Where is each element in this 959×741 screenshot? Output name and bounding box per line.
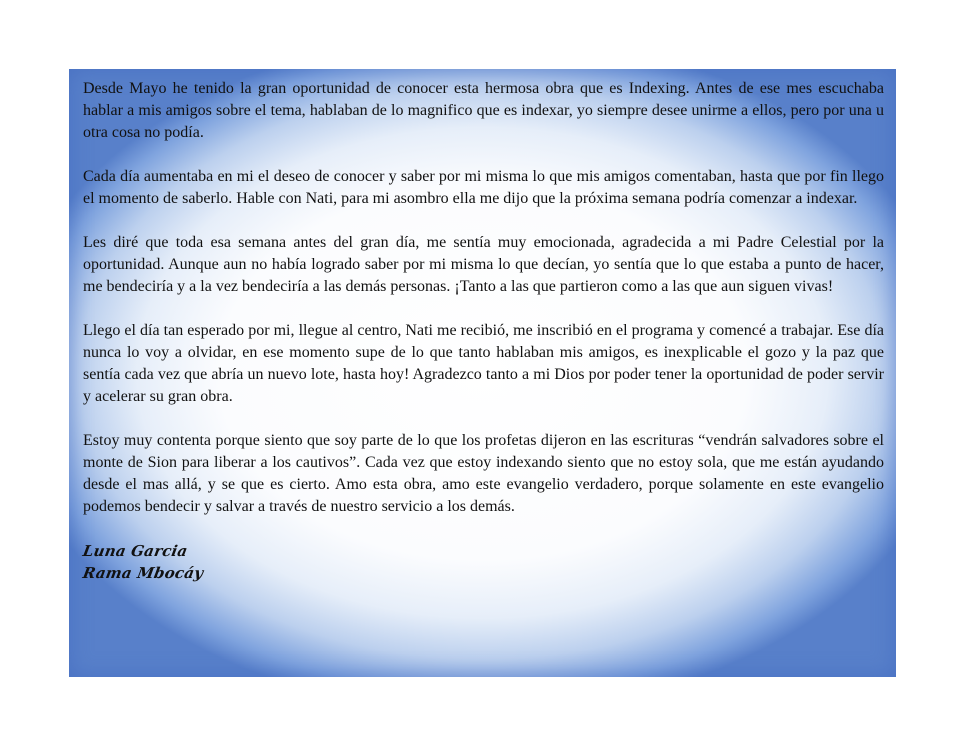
- letter-card: [69, 69, 896, 677]
- letter-body: [83, 78, 884, 518]
- paragraph-1: Desde Mayo he tenido la gran oportunidad de conocer esta hermosa obra que es Indexing. Antes de ese mes escuchaba hablar a mis amigos sobre el tema, hablaban de lo magnifico que es indexar, yo siempre desee unirme a ellos, pero por una u otra cosa no podía.: [83, 80, 884, 141]
- paragraph-3: Les diré que toda esa semana antes del gran día, me sentía muy emocionada, agradecida a mi Padre Celestial por la oportunidad. Aunque aun no había logrado saber por mi misma lo que decían, yo sentía que lo que estaba a punto de hacer, me bendeciría y a la vez bendeciría a las demás personas. ¡Tanto a las que partieron como a las que aun siguen vivas!: [83, 234, 884, 295]
- paragraph-4: Llego el día tan esperado por mi, llegue al centro, Nati me recibió, me inscribió en el programa y comencé a trabajar. Ese día nunca lo voy a olvidar, en ese momento supe de lo que tanto hablaban mis amigos, es inexplicable el gozo y la paz que sentía cada vez que abría un nuevo lote, hasta hoy! Agradezco tanto a mi Dios por poder tener la oportunidad de poder servir y acelerar su gran obra.: [83, 322, 884, 405]
- paragraph-5: Estoy muy contenta porque siento que soy parte de lo que los profetas dijeron en las escrituras “vendrán salvadores sobre el monte de Sion para liberar a los cautivos”. Cada vez que estoy indexando siento que no estoy sola, que me están ayudando desde el mas allá, y se que es cierto. Amo esta obra, amo este evangelio verdadero, porque solamente en este evangelio podemos bendecir y salvar a través de nuestro servicio a los demás.: [83, 432, 884, 515]
- signature-name: Luna Garcia: [81, 542, 190, 560]
- signature: [83, 540, 884, 584]
- signature-branch: Rama Mbocáy: [81, 564, 205, 582]
- paragraph-2: Cada día aumentaba en mi el deseo de conocer y saber por mi misma lo que mis amigos comentaban, hasta que por fin llego el momento de saberlo. Hable con Nati, para mi asombro ella me dijo que la próxima semana podría comenzar a indexar.: [83, 168, 884, 207]
